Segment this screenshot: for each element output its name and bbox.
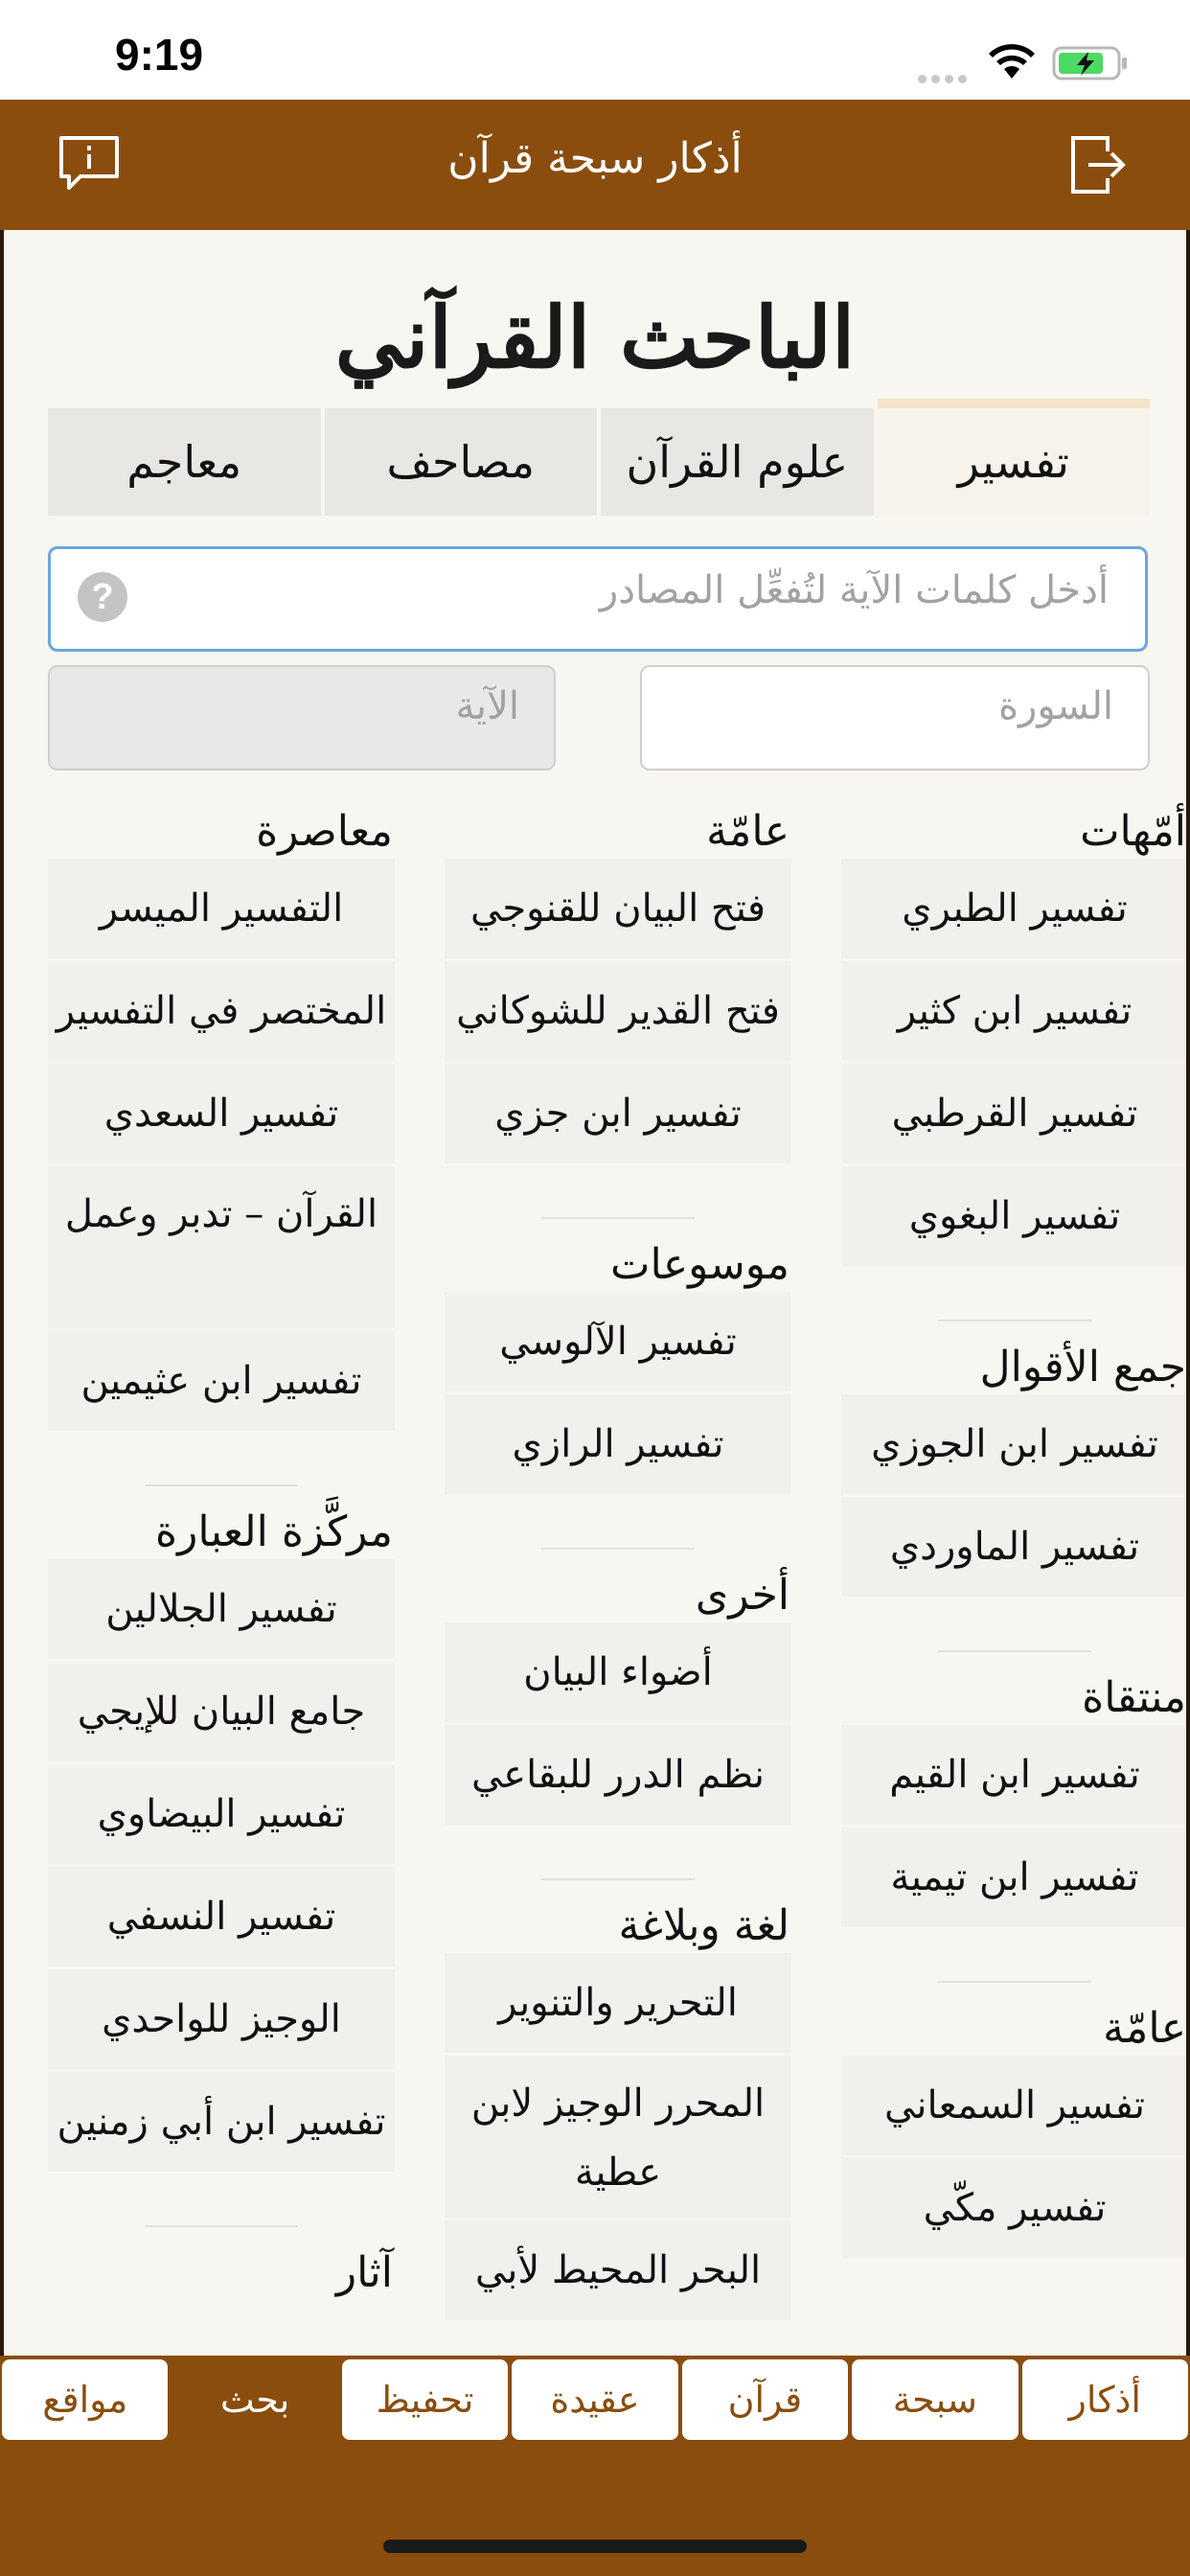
exit-icon[interactable]	[1069, 134, 1127, 196]
book-item[interactable]: تفسير البيضاوي	[48, 1761, 395, 1864]
book-item[interactable]: فتح البيان للقنوجي	[470, 886, 766, 931]
column-left	[48, 805, 395, 2300]
ayah-placeholder: الآية	[455, 684, 519, 728]
nav-title: أذكار سبحة قرآن	[447, 134, 743, 183]
footer-bar	[0, 2444, 1190, 2576]
tab-mushafs[interactable]: مصاحف	[325, 408, 598, 516]
column-middle	[445, 805, 791, 2320]
divider	[145, 1484, 298, 1486]
book-item[interactable]: نظم الدرر للبقاعي	[445, 1722, 791, 1825]
group-title: منتقاة	[1082, 1673, 1186, 1722]
book-item[interactable]: القرآن – تدبر وعمل	[48, 1163, 395, 1328]
group-title: عامّة	[1103, 2004, 1186, 2053]
divider	[938, 1981, 1091, 1983]
divider	[541, 1548, 695, 1550]
group-title: جمع الأقوال	[979, 1343, 1186, 1392]
book-list	[48, 1559, 395, 2172]
book-item[interactable]: تفسير الآلوسي	[499, 1320, 737, 1364]
book-item[interactable]: تفسير ابن تيمية	[841, 1825, 1188, 1927]
group-title: موسوعات	[610, 1240, 790, 1289]
book-item[interactable]: جامع البيان للإيجي	[48, 1659, 395, 1761]
tab-search[interactable]: بحث	[172, 2359, 337, 2440]
group-title: لغة وبلاغة	[618, 1901, 790, 1950]
source-tabs	[48, 408, 1150, 519]
divider	[145, 2225, 298, 2227]
tab-tafsir[interactable]: تفسير	[878, 399, 1151, 516]
group-title: مركَّزة العبارة	[155, 1507, 393, 1556]
book-item[interactable]: تفسير البغوي	[841, 1163, 1188, 1266]
tab-quran-sciences[interactable]: علوم القرآن	[601, 408, 874, 516]
book-list	[445, 859, 791, 1163]
cellular-signal-icon	[918, 69, 972, 87]
group-title: أخرى	[695, 1571, 790, 1620]
book-item[interactable]: تفسير ابن جزي	[445, 1061, 791, 1163]
book-item[interactable]: تفسير الجلالين	[105, 1587, 337, 1631]
book-item[interactable]: تفسير ابن أبي زمنين	[48, 2069, 395, 2172]
book-item[interactable]: التفسير الميسر	[99, 886, 344, 931]
book-item[interactable]: تفسير النسفي	[48, 1864, 395, 1966]
nav-bar	[0, 100, 1190, 234]
tab-dictionaries[interactable]: معاجم	[48, 408, 321, 516]
book-list	[445, 1953, 791, 2320]
info-message-icon[interactable]	[57, 134, 121, 192]
tab-memorize[interactable]: تحفيظ	[342, 2359, 508, 2440]
divider	[938, 1320, 1091, 1322]
book-item[interactable]: تفسير مكّي	[841, 2155, 1188, 2258]
main-content	[0, 230, 1190, 2356]
book-list	[841, 859, 1188, 1266]
page-title: الباحث القرآني	[334, 288, 856, 387]
status-time: 9:19	[115, 30, 204, 80]
bottom-tab-bar	[0, 2356, 1190, 2444]
wifi-icon	[987, 42, 1037, 80]
status-bar	[0, 0, 1190, 100]
group-title: آثار	[335, 2248, 393, 2297]
surah-placeholder: السورة	[998, 684, 1113, 728]
book-item[interactable]: تفسير السمعاني	[884, 2083, 1145, 2128]
book-list	[841, 1725, 1188, 1927]
book-item[interactable]: الوجيز للواحدي	[48, 1966, 395, 2069]
book-item[interactable]: البحر المحيط لأبي	[445, 2218, 791, 2320]
book-item[interactable]: أضواء البيان	[523, 1650, 713, 1694]
book-item[interactable]: تفسير ابن الجوزي	[871, 1422, 1158, 1466]
battery-icon	[1052, 46, 1129, 80]
ayah-field[interactable]	[48, 665, 556, 770]
divider	[541, 1878, 695, 1880]
group-title: معاصرة	[256, 807, 393, 856]
book-item[interactable]: فتح القدير للشوكاني	[445, 958, 791, 1061]
group-title: أمّهات	[1080, 807, 1186, 856]
divider	[541, 1217, 695, 1219]
column-right	[841, 805, 1188, 2258]
book-list	[445, 1622, 791, 1825]
tab-aqeedah[interactable]: عقيدة	[512, 2359, 677, 2440]
book-item[interactable]: المحرر الوجيز لابن عطية	[445, 2053, 791, 2218]
book-item[interactable]: المختصر في التفسير	[48, 958, 395, 1061]
book-item[interactable]: تفسير الطبري	[902, 886, 1128, 931]
book-item[interactable]: تفسير ابن كثير	[841, 958, 1188, 1061]
tab-quran[interactable]: قرآن	[682, 2359, 848, 2440]
tab-subha[interactable]: سبحة	[852, 2359, 1018, 2440]
search-placeholder: أدخل كلمات الآية لتُفعِّل المصادر	[599, 568, 1109, 612]
book-item[interactable]: تفسير ابن عثيمين	[48, 1328, 395, 1431]
book-list	[841, 2056, 1188, 2258]
search-input[interactable]	[48, 546, 1148, 652]
divider	[938, 1650, 1091, 1652]
book-list	[841, 1394, 1188, 1597]
book-item[interactable]: التحرير والتنوير	[498, 1981, 738, 2025]
tab-adhkar[interactable]: أذكار	[1022, 2359, 1188, 2440]
tab-sites[interactable]: مواقع	[2, 2359, 168, 2440]
book-item[interactable]: تفسير الماوردي	[841, 1494, 1188, 1597]
book-list	[48, 859, 395, 1431]
book-item[interactable]: تفسير القرطبي	[841, 1061, 1188, 1163]
book-list	[445, 1292, 791, 1494]
group-title: عامّة	[706, 807, 790, 856]
home-indicator[interactable]	[383, 2540, 807, 2553]
book-item[interactable]: تفسير ابن القيم	[889, 1753, 1140, 1797]
help-icon[interactable]: ?	[78, 572, 127, 622]
surah-field[interactable]	[640, 665, 1150, 770]
book-item[interactable]: تفسير السعدي	[48, 1061, 395, 1163]
book-item[interactable]: تفسير الرازي	[445, 1392, 791, 1494]
